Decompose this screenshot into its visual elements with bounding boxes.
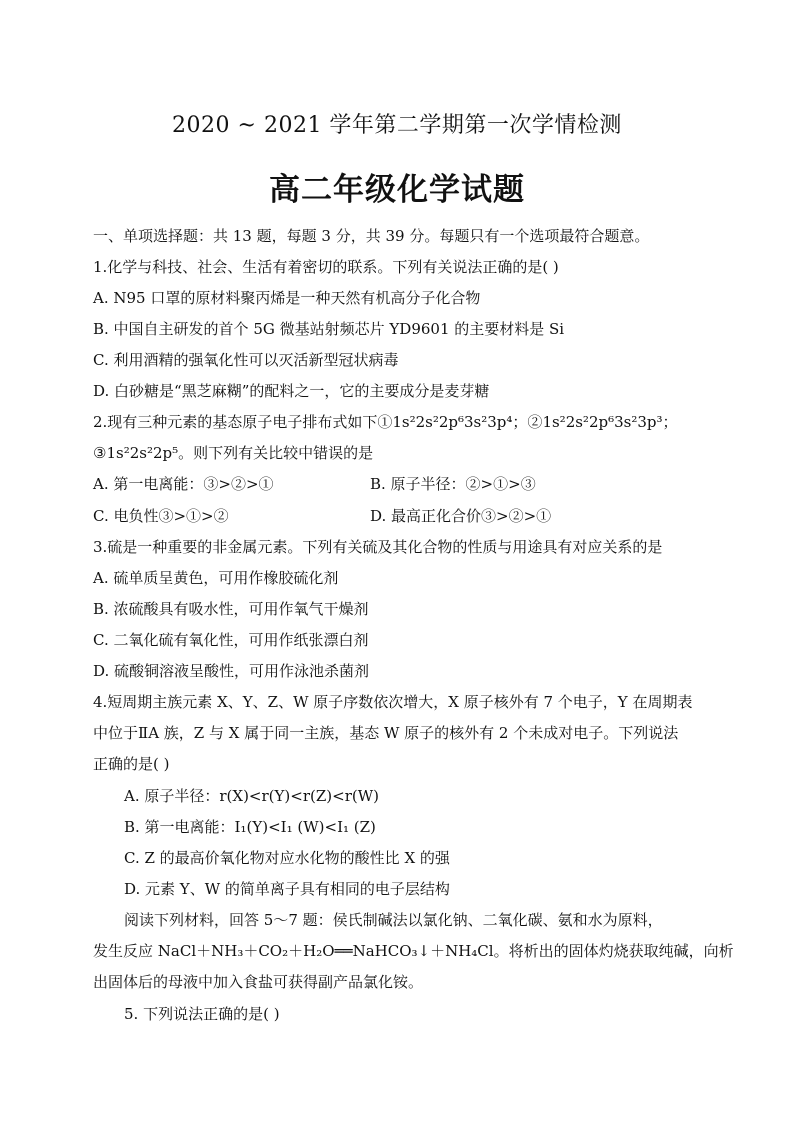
q3-option-c: C. 二氧化硫有氧化性，可用作纸张漂白剂 xyxy=(93,631,369,649)
reading-line1: 阅读下列材料，回答 5～7 题：侯氏制碱法以氯化钠、二氧化碳、氨和水为原料， xyxy=(124,911,663,929)
q4-stem-line2: 中位于ⅡA 族，Z 与 X 属于同一主族，基态 W 原子的核外有 2 个未成对电子。下列说法 xyxy=(93,724,679,742)
q1-option-d: D. 白砂糖是“黑芝麻糊”的配料之一，它的主要成分是麦芽糖 xyxy=(93,382,490,400)
q2-option-b: B. 原子半径：②>①>③ xyxy=(370,475,536,493)
section-heading: 一、单项选择题：共 13 题，每题 3 分，共 39 分。每题只有一个选项最符合题意。 xyxy=(93,227,650,245)
q3-option-a: A. 硫单质呈黄色，可用作橡胶硫化剂 xyxy=(93,569,339,587)
q2-stem-text: 。则下列有关比较中错误的是 xyxy=(178,444,374,462)
exam-subtitle: 高二年级化学试题 xyxy=(269,172,525,208)
q2-stem-line2 xyxy=(93,443,373,463)
q1-option-a: A. N95 口罩的原材料聚丙烯是一种天然有机高分子化合物 xyxy=(93,289,481,307)
q3-stem: 3.硫是一种重要的非金属元素。下列有关硫及其化合物的性质与用途具有对应关系的是 xyxy=(93,538,663,556)
q2-config-3: 1s²2s²2p⁵ xyxy=(106,444,179,462)
q4-option-d: D. 元素 Y、W 的简单离子具有相同的电子层结构 xyxy=(124,880,450,898)
q2-option-a: A. 第一电离能：③>②>① xyxy=(93,475,274,493)
q3-option-b: B. 浓硫酸具有吸水性，可用作氧气干燥剂 xyxy=(93,600,369,618)
q2-stem-text: ； xyxy=(662,413,678,431)
q2-stem-line1 xyxy=(93,412,678,432)
q2-stem-text: ③ xyxy=(93,444,107,462)
q2-config-2: 1s²2s²2p⁶3s²3p³ xyxy=(542,413,663,431)
q4-stem-line3: 正确的是( ) xyxy=(93,755,170,773)
q2-stem-text: 2.现有三种元素的基态原子电子排布式如下① xyxy=(93,413,393,431)
q1-option-c: C. 利用酒精的强氧化性可以灭活新型冠状病毒 xyxy=(93,351,399,369)
q2-option-d: D. 最高正化合价③>②>① xyxy=(370,507,552,525)
q4-option-b: B. 第一电离能：I₁(Y)<I₁ (W)<I₁ (Z) xyxy=(124,818,376,836)
q1-stem: 1.化学与科技、社会、生活有着密切的联系。下列有关说法正确的是( ) xyxy=(93,258,559,276)
q4-option-a: A. 原子半径：r(X)<r(Y)<r(Z)<r(W) xyxy=(124,787,379,805)
q2-stem-text: ；② xyxy=(512,413,543,431)
q1-option-b: B. 中国自主研发的首个 5G 微基站射频芯片 YD9601 的主要材料是 Si xyxy=(93,320,565,338)
q2-option-c: C. 电负性③>①>② xyxy=(93,507,229,525)
q2-config-1: 1s²2s²2p⁶3s²3p⁴ xyxy=(392,413,513,431)
reading-line3: 出固体后的母液中加入食盐可获得副产品氯化铵。 xyxy=(93,973,424,991)
q5-stem: 5. 下列说法正确的是( ) xyxy=(124,1005,280,1023)
q4-stem-line1: 4.短周期主族元素 X、Y、Z、W 原子序数依次增大，X 原子核外有 7 个电子，Y 在周期表 xyxy=(93,693,693,711)
exam-title: 2020 ~ 2021 学年第二学期第一次学情检测 xyxy=(172,113,622,138)
q3-option-d: D. 硫酸铜溶液呈酸性，可用作泳池杀菌剂 xyxy=(93,662,370,680)
reading-line2: 发生反应 NaCl＋NH₃＋CO₂＋H₂O══NaHCO₃↓＋NH₄Cl。将析出的固体灼烧获取纯碱，向析 xyxy=(93,942,734,960)
q4-option-c: C. Z 的最高价氧化物对应水化物的酸性比 X 的强 xyxy=(124,849,450,867)
